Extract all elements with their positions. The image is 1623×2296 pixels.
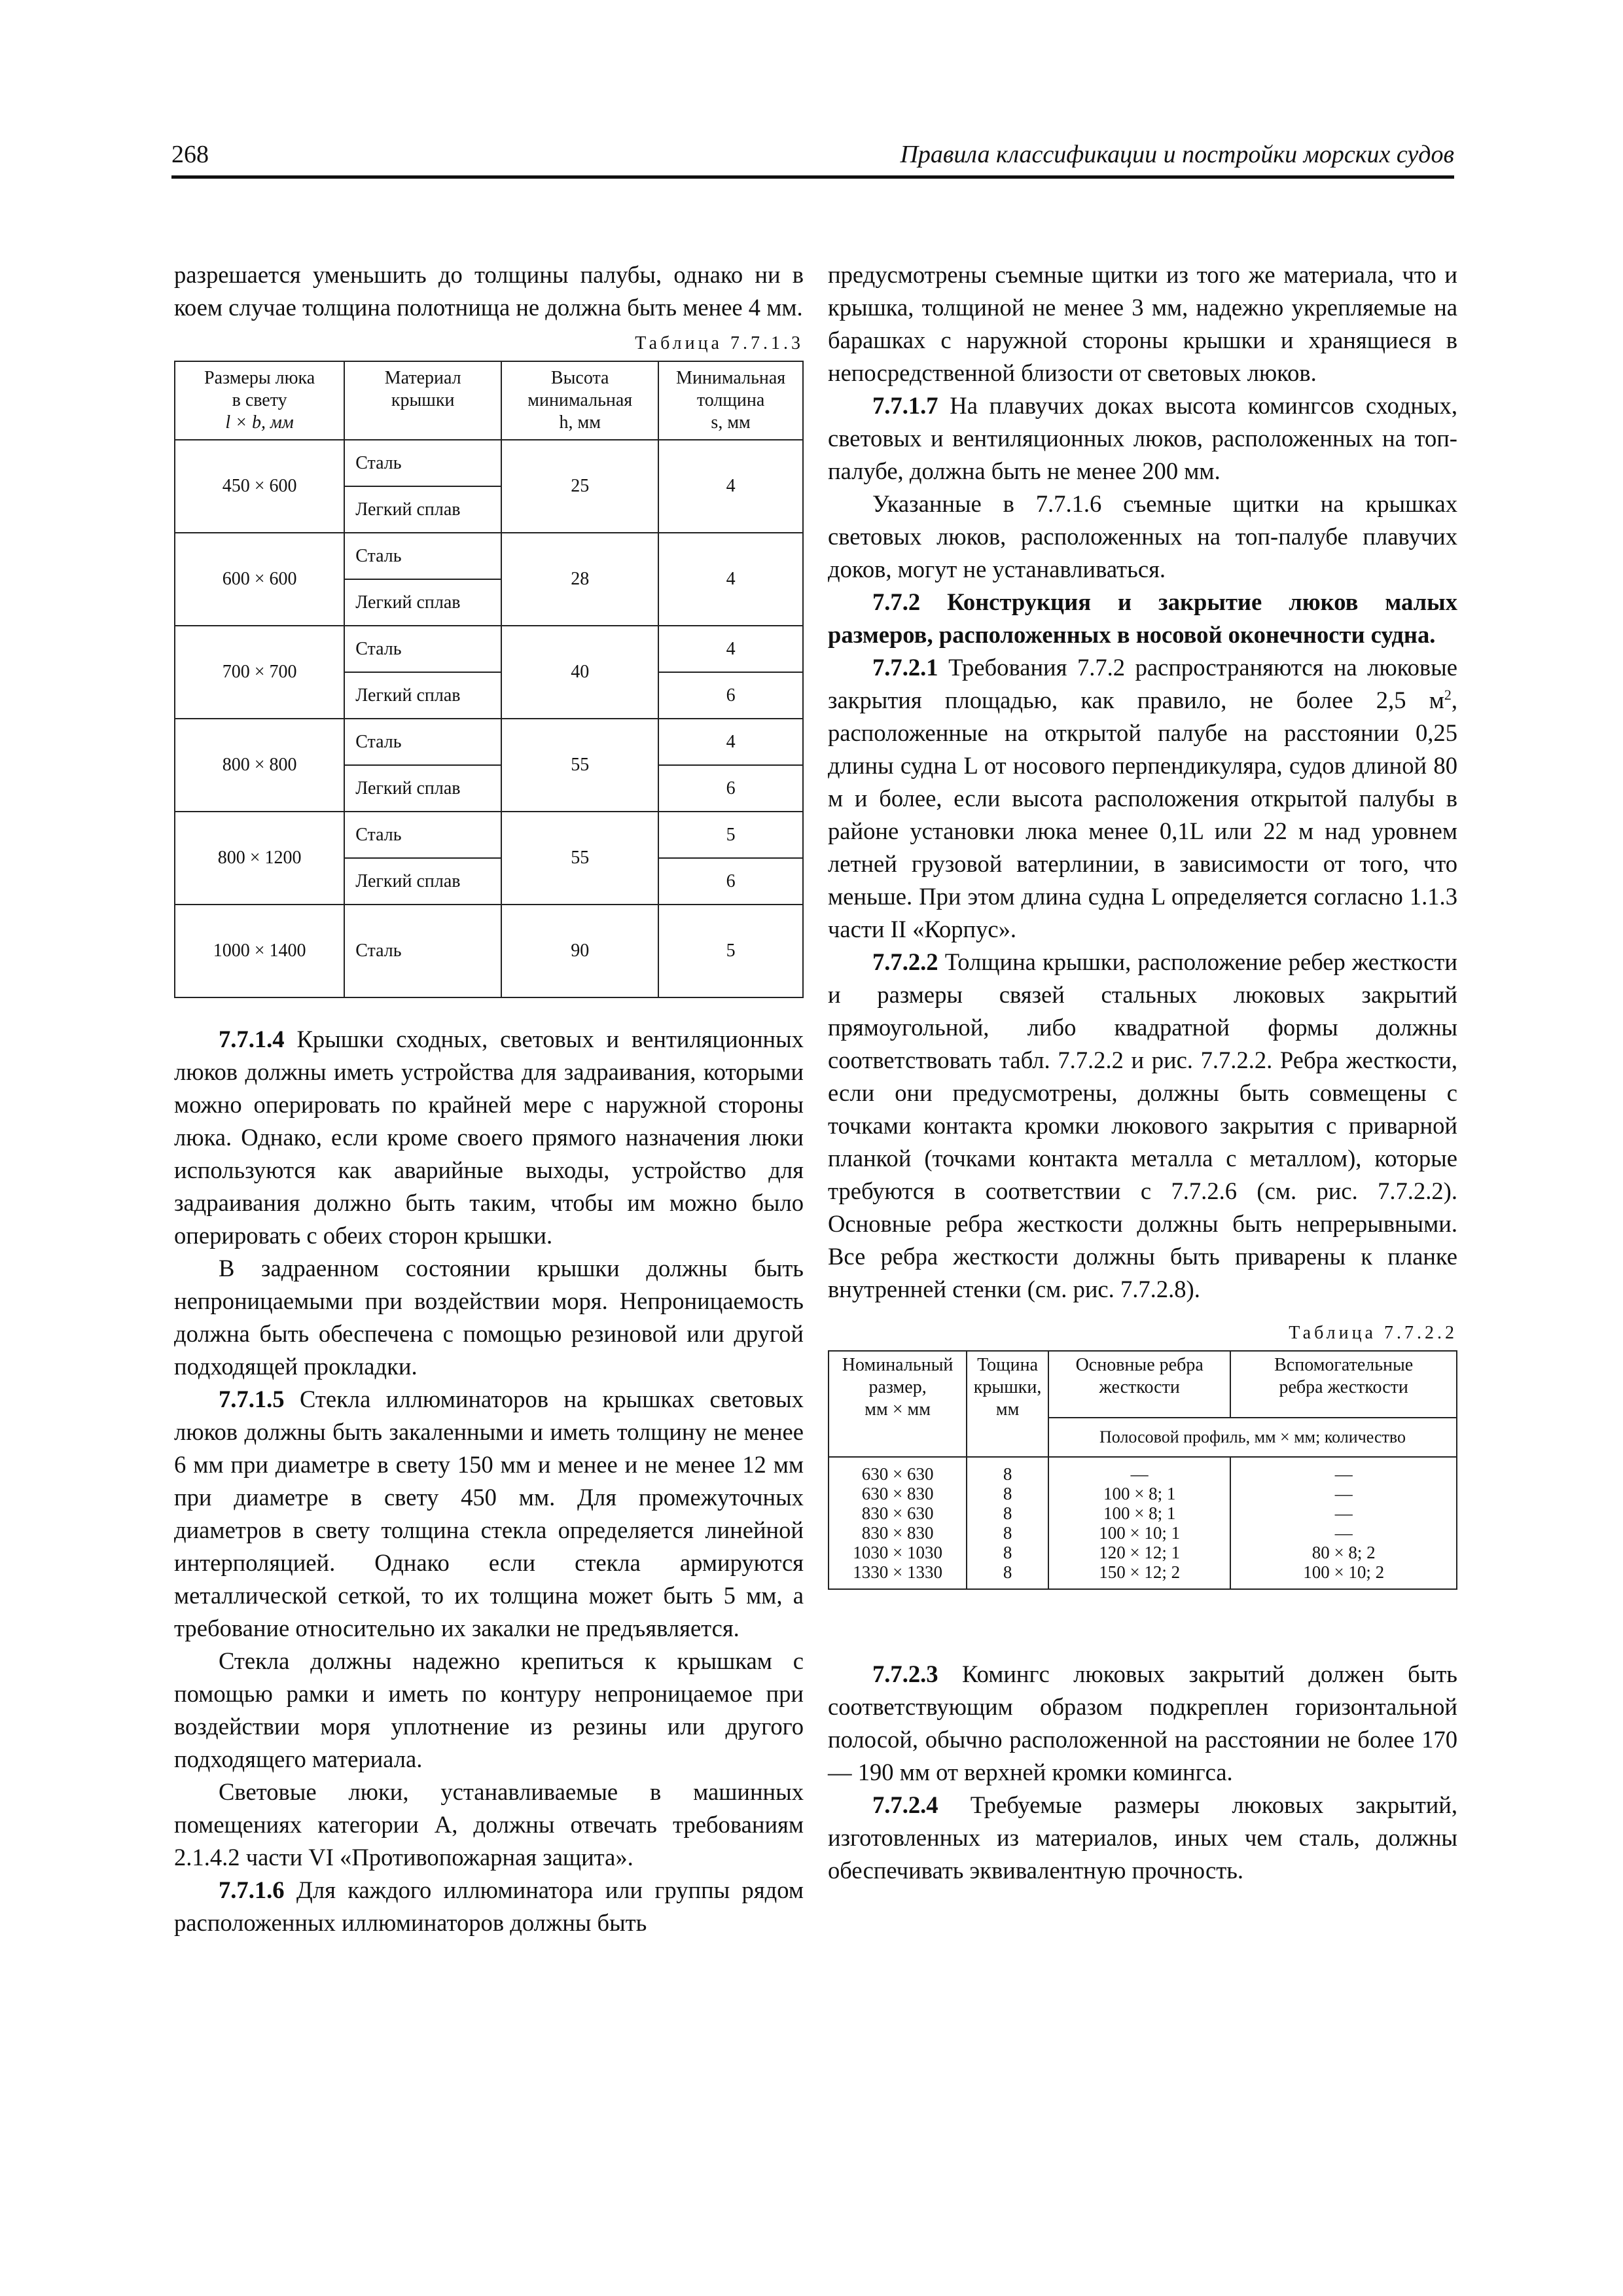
cell-material: Сталь [344, 905, 501, 997]
cell-thickness: 4 [658, 719, 803, 765]
paragraph-7714b: В задраенном состоянии крышки должны быть непроницаемыми при воздействии моря. Непроницаемость должна быть обеспечена с помощью резиновой или другой подходящей прокладки. [174, 1255, 804, 1380]
table-cell: 100 × 10; 1 [1099, 1523, 1181, 1543]
cell-thickness: 4 [658, 533, 803, 626]
column-aux-stiffeners [1230, 1457, 1457, 1589]
table-cell: 100 × 8; 1 [1103, 1503, 1176, 1523]
right-column [828, 259, 1457, 1887]
paragraph-7723: 7.7.2.3 Комингс люковых закрытий должен быть соответствующим образом подкреплен горизонтальной полосой, обычно расположенной на расстоянии не более 170 — 190 мм от верхней кромки комингса. [828, 1660, 1457, 1785]
table-row [175, 533, 803, 579]
cell-size: 800 × 800 [175, 719, 344, 812]
table-cell: 80 × 8; 2 [1311, 1543, 1376, 1562]
cell-material: Сталь [344, 812, 501, 858]
cell-size: 600 × 600 [175, 533, 344, 626]
header-cell-material: Материал крышки [344, 361, 501, 440]
left-column [174, 259, 804, 1939]
cell-thickness: 5 [658, 905, 803, 997]
table-caption-7722: Таблица 7.7.2.2 [1289, 1323, 1457, 1343]
paragraph-7715: 7.7.1.5 Стекла иллюминаторов на крышках световых люков должны быть закаленными и иметь толщину не менее 6 мм при диаметре в свету 150 мм и менее и не менее 12 мм при диаметре в свету 450 мм. Для промежуточных диаметров в свету толщина стекла определяется линейной интерполяцией. Однако если стекла армируются металлической сеткой, то их толщина может быть 5 мм, а требование относительно их закалки не предъявляется. [174, 1386, 804, 1641]
table-cell: 630 × 830 [861, 1484, 934, 1503]
cell-thickness: 6 [658, 765, 803, 812]
column-thickness [967, 1457, 1048, 1589]
table-cell: 1030 × 1030 [853, 1543, 942, 1562]
cell-thickness: 4 [658, 626, 803, 672]
header-cell-size: Номинальный размер, мм × мм [829, 1351, 967, 1457]
table-cell: — [1334, 1503, 1353, 1523]
cell-size: 450 × 600 [175, 440, 344, 533]
cell-height: 55 [501, 812, 658, 905]
table-row [175, 905, 803, 997]
table-cell: 630 × 630 [861, 1464, 934, 1484]
table-cell: 8 [1003, 1562, 1012, 1582]
table-cell: 8 [1003, 1543, 1012, 1562]
cell-material: Легкий сплав [344, 765, 501, 812]
running-title: Правила классификации и постройки морских судов [900, 141, 1454, 168]
cell-material: Сталь [344, 719, 501, 765]
table-cell: 8 [1003, 1464, 1012, 1484]
cell-material: Легкий сплав [344, 672, 501, 719]
page-number: 268 [171, 141, 209, 168]
cell-size: 700 × 700 [175, 626, 344, 719]
table-cell: 8 [1003, 1503, 1012, 1523]
table-cell: — [1334, 1464, 1353, 1484]
section-heading-772: 7.7.2 Конструкция и закрытие люков малых размеров, расположенных в носовой оконечности судна. [828, 588, 1457, 648]
cell-height: 90 [501, 905, 658, 997]
table-body-row [829, 1457, 1457, 1589]
table-cell: — [1130, 1464, 1149, 1484]
paragraph-7724: 7.7.2.4 Требуемые размеры люковых закрытий, изготовленных из материалов, иных чем сталь, должны обеспечивать эквивалентную прочность. [828, 1791, 1457, 1884]
paragraph-7714: 7.7.1.4 Крышки сходных, световых и вентиляционных люков должны иметь устройства для задраивания, которыми можно оперировать по крайней мере с наружной стороны люка. Однако, если кроме своего прямого назначения люки используются как аварийные выходы, устройство для задраивания должно быть таким, чтобы им можно было оперировать с обеих сторон крышки. [174, 1026, 804, 1249]
table-cell: — [1334, 1484, 1353, 1503]
table-row [175, 812, 803, 858]
cell-thickness: 5 [658, 812, 803, 858]
header-cell-height: Высота минимальная h, мм [501, 361, 658, 440]
cell-height: 28 [501, 533, 658, 626]
table-row [175, 719, 803, 765]
cell-material: Легкий сплав [344, 579, 501, 626]
column-size [829, 1457, 967, 1589]
table-7713 [174, 361, 804, 998]
cell-height: 55 [501, 719, 658, 812]
table-cell: 8 [1003, 1523, 1012, 1543]
paragraph-7722: 7.7.2.2 Толщина крышки, расположение ребер жесткости и размеры связей стальных люковых закрытий прямоугольной, либо квадратной формы должны соответствовать табл. 7.7.2.2 и рис. 7.7.2.2. Ребра жесткости, если они предусмотрены, должны быть совмещены с точками контакта кромки люкового закрытия с приварной планкой (точками контакта металла с металлом), которые требуются в соответствии с 7.7.2.6 (см. рис. 7.7.2.2). Основные ребра жесткости должны быть непрерывными. Все ребра жесткости должны быть приварены к планке внутренней стенки (см. рис. 7.7.2.8). [828, 948, 1457, 1302]
cell-material: Сталь [344, 440, 501, 486]
table-header-row [829, 1351, 1457, 1418]
table-cell: — [1334, 1523, 1353, 1543]
table-cell: 8 [1003, 1484, 1012, 1503]
paragraph-7715c: Световые люки, устанавливаемые в машинных помещениях категории А, должны отвечать требованиям 2.1.4.2 части VI «Противопожарная защита». [174, 1778, 804, 1871]
paragraph-7716: 7.7.1.6 Для каждого иллюминатора или группы рядом расположенных иллюминаторов должны быть [174, 1876, 804, 1936]
table-cell: 1330 × 1330 [853, 1562, 942, 1582]
page-header [171, 140, 1454, 179]
cell-thickness: 4 [658, 440, 803, 533]
cell-material: Легкий сплав [344, 486, 501, 533]
cell-thickness: 6 [658, 672, 803, 719]
table-7722 [828, 1350, 1457, 1590]
table-cell: 830 × 630 [861, 1503, 934, 1523]
header-cell-thickness: Минимальная толщина s, мм [658, 361, 803, 440]
cell-material: Сталь [344, 626, 501, 672]
cell-height: 25 [501, 440, 658, 533]
header-cell-profile: Полосовой профиль, мм × мм; количество [1048, 1418, 1457, 1457]
table-cell: 830 × 830 [861, 1523, 934, 1543]
header-cell-size: Размеры люка в свету l × b, мм [175, 361, 344, 440]
table-cell: 100 × 8; 1 [1103, 1484, 1176, 1503]
paragraph-continued: предусмотрены съемные щитки из того же материала, что и крышка, толщиной не менее 3 мм, надежно укрепляемые на барашках с наружной стороны крышки и хранящиеся в непосредственной близости от световых люков. [828, 261, 1457, 386]
cell-thickness: 6 [658, 858, 803, 905]
paragraph-7715b: Стекла должны надежно крепиться к крышкам с помощью рамки и иметь по контуру непроницаемое при воздействии моря уплотнение из резины или другого подходящего материала. [174, 1647, 804, 1772]
header-rule [171, 175, 1454, 179]
table-cell: 150 × 12; 2 [1099, 1562, 1181, 1582]
paragraph-7717: 7.7.1.7 На плавучих доках высота комингсов сходных, световых и вентиляционных люков, расположенных на топ-палубе, должна быть не менее 200 мм. [828, 392, 1457, 484]
cell-size: 800 × 1200 [175, 812, 344, 905]
table-caption-7713: Таблица 7.7.1.3 [635, 333, 804, 353]
table-row [175, 440, 803, 486]
cell-size: 1000 × 1400 [175, 905, 344, 997]
table-row [175, 626, 803, 672]
header-cell-thickness: Тощина крышки, мм [967, 1351, 1048, 1457]
table-header-row [175, 361, 803, 440]
header-cell-main-stiffeners: Основные ребра жесткости [1048, 1351, 1230, 1418]
column-main-stiffeners [1048, 1457, 1230, 1589]
cell-material: Сталь [344, 533, 501, 579]
table-cell: 100 × 10; 2 [1303, 1562, 1385, 1582]
cell-height: 40 [501, 626, 658, 719]
header-cell-aux-stiffeners: Вспомогательные ребра жесткости [1230, 1351, 1457, 1418]
paragraph-intro: разрешается уменьшить до толщины палубы, однако ни в коем случае толщина полотнища не должна быть менее 4 мм. [174, 261, 804, 321]
paragraph-7717b: Указанные в 7.7.1.6 съемные щитки на крышках световых люков, расположенных на топ-палубе плавучих доков, могут не устанавливаться. [828, 490, 1457, 583]
table-cell: 120 × 12; 1 [1099, 1543, 1181, 1562]
cell-material: Легкий сплав [344, 858, 501, 905]
paragraph-7721: 7.7.2.1 Требования 7.7.2 распространяются на люковые закрытия площадью, как правило, не более 2,5 $м^2$, расположенные на открытой палубе на расстоянии 0,25 длины судна L от носового перпендикуляра, судов длиной 80 м и более, если высота расположения открытой палубы в районе установки люка менее 0,1L или 22 м над уровнем летней грузовой ватерлинии, в зависимости от того, что меньше. При этом длина судна L определяется согласно 1.1.3 части II «Корпус». [828, 654, 1457, 942]
